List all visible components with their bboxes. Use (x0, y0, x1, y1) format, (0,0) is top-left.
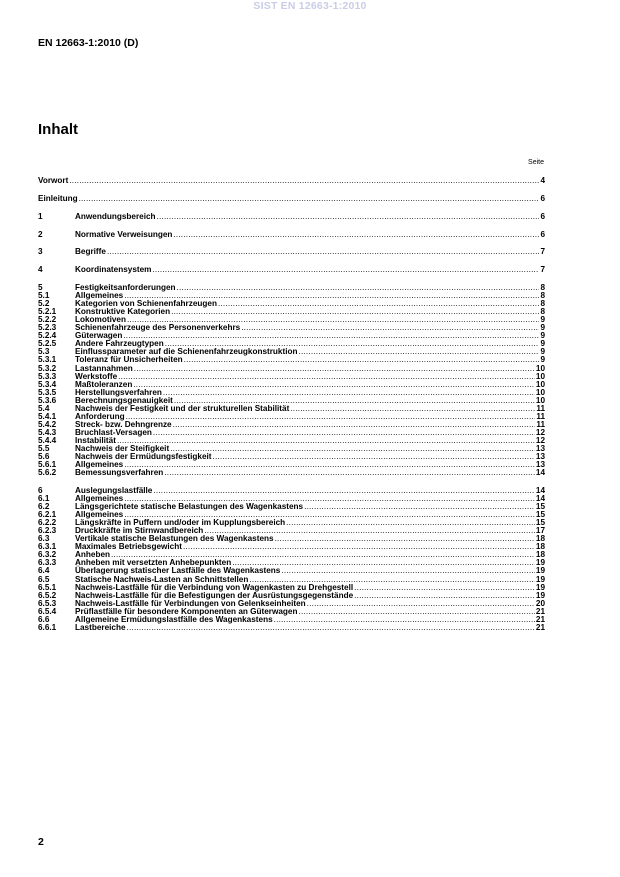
toc-entry-title: Nachweis-Lastfälle für Verbindungen von Gelenkseinheiten (75, 598, 306, 608)
toc-entry-page: 11 (536, 411, 545, 421)
toc-leader-dots (164, 469, 535, 477)
toc-entry-page: 4 (540, 176, 545, 185)
toc-entry[interactable] (38, 195, 545, 203)
toc-entry-title: Anforderung (75, 411, 125, 421)
toc-leader-dots (152, 266, 539, 274)
toc-entry-page: 10 (535, 371, 545, 381)
toc-entry-number: 5.4 (38, 403, 50, 413)
toc-entry-title: Herstellungsverfahren (75, 387, 162, 397)
toc-entry-title: Normative Verweisungen (75, 229, 173, 239)
toc-entry-number: 5.2.1 (38, 307, 57, 317)
toc-entry-page: 19 (535, 582, 545, 592)
toc-entry-title: Längsgerichtete statische Belastungen des Wagenkastens (75, 502, 304, 512)
toc-entry-page: 9 (540, 347, 545, 357)
toc-leader-dots (298, 608, 534, 616)
toc-leader-dots (218, 300, 539, 308)
toc-entry-number: 3 (38, 247, 43, 257)
toc-leader-dots (118, 373, 535, 381)
toc-entry-title: Festigkeitsanforderungen (75, 283, 176, 293)
toc-entry-number: 2 (38, 229, 43, 239)
toc-entry-page: 9 (540, 315, 545, 325)
toc-entry-page: 14 (535, 468, 545, 478)
toc-entry-title: Berechnungsgenauigkeit (75, 395, 173, 405)
toc-leader-dots (123, 332, 539, 340)
toc-entry-page: 9 (540, 355, 545, 365)
toc-entry-number: 6.2.2 (38, 518, 57, 528)
toc-entry-page: 8 (540, 291, 545, 301)
watermark: SIST EN 12663-1:2010 (253, 0, 367, 12)
toc-entry[interactable] (38, 213, 545, 221)
toc-entry-number: 5.4.4 (38, 435, 57, 445)
toc-entry-title: Vorwort (38, 176, 69, 185)
toc-entry-title: Anheben mit versetzten Anhebepunkten (75, 558, 232, 568)
toc-entry-page: 18 (535, 550, 545, 560)
toc-leader-dots (275, 535, 535, 543)
toc-leader-dots (127, 624, 535, 632)
toc-leader-dots (354, 584, 535, 592)
toc-leader-dots (213, 453, 535, 461)
toc-entry-page: 19 (535, 574, 545, 584)
toc-entry-number: 6.6 (38, 614, 50, 624)
toc-entry-number: 6.5.1 (38, 582, 57, 592)
toc-entry-number: 6.1 (38, 494, 50, 504)
toc-entry-title: Instabilität (75, 435, 116, 445)
toc-entry-page: 9 (540, 339, 545, 349)
toc-leader-dots (173, 421, 536, 429)
toc-entry-number: 5.3.5 (38, 387, 57, 397)
toc-entry-number: 5 (38, 283, 43, 293)
toc-entry-number: 5.4.2 (38, 419, 57, 429)
toc-entry-number: 6.5 (38, 574, 50, 584)
toc-entry-number: 5.4.1 (38, 411, 57, 421)
toc-entry[interactable] (38, 624, 545, 632)
toc-entry-page: 9 (540, 323, 545, 333)
toc-entry-number: 5.2.4 (38, 331, 57, 341)
toc-entry-title: Maximales Betriebsgewicht (75, 542, 182, 552)
toc-entry-number: 6.3.3 (38, 558, 57, 568)
toc-entry-page: 21 (535, 606, 545, 616)
toc-entry-title: Begriffe (75, 247, 106, 257)
toc-leader-dots (290, 405, 535, 413)
toc-leader-dots (354, 592, 535, 600)
toc-entry-title: Allgemeines (75, 494, 124, 504)
toc-entry-title: Maßtoleranzen (75, 379, 133, 389)
toc-entry-number: 4 (38, 265, 43, 275)
toc-entry-page: 6 (540, 193, 545, 203)
toc-entry-title: Bruchlast-Versagen (75, 427, 152, 437)
toc-leader-dots (134, 365, 535, 373)
toc-entry-page: 14 (535, 494, 545, 504)
toc-entry[interactable] (38, 543, 545, 551)
toc-leader-dots (133, 381, 535, 389)
toc-leader-dots (163, 389, 535, 397)
toc-leader-dots (177, 284, 540, 292)
toc-entry-title: Prüflastfälle für besondere Komponenten an Güterwagen (75, 606, 298, 616)
toc-entry-page: 15 (535, 510, 545, 520)
toc-entry-page: 19 (535, 558, 545, 568)
toc-leader-dots (126, 413, 536, 421)
toc-entry-title: Statische Nachweis-Lasten an Schnittstellen (75, 574, 249, 584)
toc-leader-dots (184, 356, 540, 364)
toc-entry-number: 5.2.5 (38, 339, 57, 349)
toc-leader-dots (183, 543, 535, 551)
toc-entry-page: 15 (535, 518, 545, 528)
toc-entry-number: 6.2 (38, 502, 50, 512)
toc-entry-page: 21 (535, 622, 545, 632)
toc-entry-number: 6.4 (38, 566, 50, 576)
toc-entry-title: Konstruktive Kategorien (75, 307, 171, 317)
toc-entry-number: 5.2 (38, 299, 50, 309)
toc-entry-number: 1 (38, 211, 43, 221)
toc-entry-title: Schienenfahrzeuge des Personenverkehrs (75, 323, 241, 333)
toc-entry-page: 7 (540, 247, 545, 257)
toc-entry[interactable] (38, 469, 545, 477)
toc-entry-page: 7 (540, 265, 545, 275)
toc-entry-number: 6.6.1 (38, 622, 57, 632)
toc-entry-title: Auslegungslastfälle (75, 485, 153, 495)
toc-entry-page: 6 (540, 211, 545, 221)
toc-entry-number: 5.1 (38, 291, 50, 301)
toc-entry-title: Nachweis der Steifigkeit (75, 444, 170, 453)
toc-entry-page: 10 (535, 363, 545, 373)
toc-entry-number: 6.3.2 (38, 550, 57, 560)
toc-entry-title: Anwendungsbereich (75, 211, 156, 221)
toc-entry-page: 12 (535, 427, 545, 437)
toc-entry-number: 5.3.4 (38, 379, 57, 389)
toc-entry-number: 6.5.3 (38, 598, 57, 608)
toc-entry-title: Güterwagen (75, 331, 123, 341)
toc-leader-dots (286, 519, 535, 527)
table-of-contents (38, 177, 545, 632)
toc-leader-dots (274, 616, 535, 624)
toc-entry-title: Koordinatensystem (75, 265, 152, 275)
toc-entry-page: 19 (535, 566, 545, 576)
toc-entry-number: 5.2.2 (38, 315, 57, 325)
toc-entry-title: Toleranz für Unsicherheiten (75, 355, 183, 365)
toc-entry-title: Längskräfte in Puffern und/oder im Kupplungsbereich (75, 518, 286, 528)
toc-entry-page: 18 (535, 542, 545, 552)
toc-entry[interactable] (38, 231, 545, 239)
toc-entry-page: 11 (536, 403, 545, 413)
toc-entry-page: 8 (540, 307, 545, 317)
toc-entry-title: Überlagerung statischer Lastfälle des Wagenkastens (75, 566, 281, 576)
toc-entry-number: 6.3 (38, 534, 50, 544)
toc-entry-page: 12 (535, 435, 545, 445)
toc-entry-page: 13 (535, 452, 545, 462)
toc-leader-dots (170, 445, 535, 453)
toc-leader-dots (153, 429, 535, 437)
toc-leader-dots (79, 195, 540, 203)
toc-entry-number: 5.2.3 (38, 323, 57, 333)
toc-entry-title: Andere Fahrzeugtypen (75, 339, 164, 349)
toc-entry-title: Einflussparameter auf die Schienenfahrzeugkonstruktion (75, 347, 298, 357)
toc-entry-title: Bemessungsverfahren (75, 468, 164, 478)
toc-leader-dots (171, 308, 539, 316)
toc-entry-page: 10 (535, 379, 545, 389)
toc-entry-page: 6 (540, 229, 545, 239)
toc-entry-page: 19 (535, 590, 545, 600)
page-number: 2 (38, 836, 44, 848)
toc-entry-title: Nachweis der Festigkeit und der strukturellen Stabilität (75, 403, 290, 413)
toc-entry-page: 18 (535, 534, 545, 544)
toc-entry-title: Einleitung (38, 193, 78, 203)
toc-leader-dots (69, 177, 539, 185)
toc-leader-dots (307, 600, 535, 608)
toc-entry-page: 9 (540, 331, 545, 341)
toc-entry-page: 20 (535, 598, 545, 608)
toc-entry-page: 13 (535, 444, 545, 453)
toc-entry-title: Nachweis-Lastfälle für die Befestigungen der Ausrüstungsgegenstände (75, 590, 354, 600)
toc-leader-dots (107, 248, 540, 256)
toc-entry-page: 21 (535, 614, 545, 624)
toc-leader-dots (157, 213, 540, 221)
toc-entry-title: Allgemeines (75, 510, 124, 520)
toc-entry-page: 8 (540, 299, 545, 309)
toc-entry-title: Lokomotiven (75, 315, 126, 325)
toc-entry-page: 10 (535, 387, 545, 397)
toc-leader-dots (298, 348, 539, 356)
toc-entry-number: 6.5.4 (38, 606, 57, 616)
toc-entry-number: 5.3.3 (38, 371, 57, 381)
toc-entry-number: 5.4.3 (38, 427, 57, 437)
toc-entry-title: Nachweis-Lastfälle für die Verbindung von Wagenkasten zu Drehgestell (75, 582, 354, 592)
toc-leader-dots (304, 503, 535, 511)
toc-entry-title: Allgemeine Ermüdungslastfälle des Wagenkastens (75, 614, 273, 624)
page-title: Inhalt (38, 121, 78, 138)
toc-entry-title: Vertikale statische Belastungen des Wagenkastens (75, 534, 274, 544)
toc-entry-title: Anheben (75, 550, 111, 560)
toc-entry-number: 6 (38, 485, 43, 495)
toc-leader-dots (241, 324, 539, 332)
toc-entry-number: 6.3.1 (38, 542, 57, 552)
toc-leader-dots (173, 231, 539, 239)
toc-entry-number: 6.2.3 (38, 526, 57, 536)
toc-entry-number: 5.6 (38, 452, 50, 462)
toc-entry-title: Werkstoffe (75, 371, 118, 381)
toc-entry-title: Allgemeines (75, 460, 124, 470)
toc-entry[interactable] (38, 266, 545, 274)
toc-leader-dots (117, 437, 535, 445)
toc-entry-number: 5.5 (38, 444, 50, 453)
toc-entry-title: Streck- bzw. Dehngrenze (75, 419, 172, 429)
toc-entry-page: 13 (535, 460, 545, 470)
toc-entry-title: Nachweis der Ermüdungsfestigkeit (75, 452, 212, 462)
toc-entry-number: 5.6.2 (38, 468, 57, 478)
document-id: EN 12663-1:2010 (D) (38, 37, 139, 49)
toc-entry-number: 5.3.2 (38, 363, 57, 373)
toc-entry[interactable] (38, 177, 545, 185)
toc-entry-title: Lastbereiche (75, 622, 126, 632)
toc-leader-dots (153, 487, 535, 495)
toc-entry-number: 5.3.6 (38, 395, 57, 405)
toc-entry-page: 17 (535, 526, 545, 536)
toc-leader-dots (124, 461, 535, 469)
toc-entry[interactable] (38, 248, 545, 256)
toc-entry-page: 15 (535, 502, 545, 512)
toc-entry-title: Druckkräfte im Stirnwandbereich (75, 526, 204, 536)
toc-leader-dots (281, 567, 535, 575)
toc-entry-number: 5.3 (38, 347, 50, 357)
toc-entry-number: 6.2.1 (38, 510, 57, 520)
toc-entry-page: 14 (535, 485, 545, 495)
toc-entry-number: 5.3.1 (38, 355, 57, 365)
toc-entry-number: 6.5.2 (38, 590, 57, 600)
toc-entry-title: Lastannahmen (75, 363, 133, 373)
toc-entry-number: 5.6.1 (38, 460, 57, 470)
toc-entry-title: Allgemeines (75, 291, 124, 301)
toc-entry-page: 8 (540, 283, 545, 293)
toc-entry-page: 10 (535, 395, 545, 405)
page-column-label: Seite (528, 159, 544, 166)
toc-entry-page: 11 (536, 419, 545, 429)
toc-entry-title: Kategorien von Schienenfahrzeugen (75, 299, 217, 309)
